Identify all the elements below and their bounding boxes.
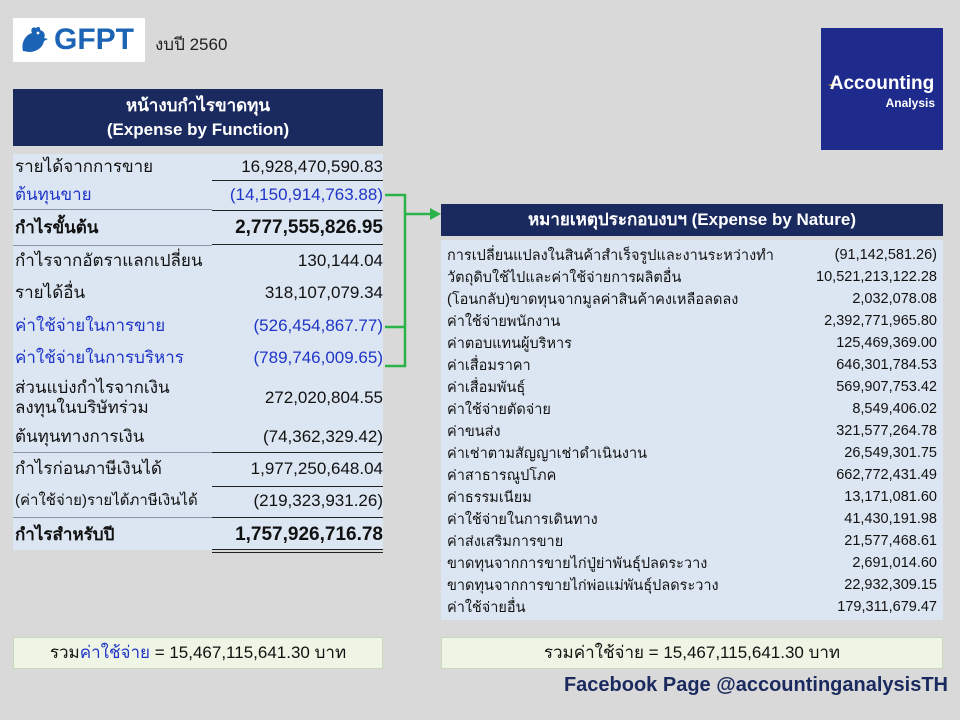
table-row [441, 464, 943, 486]
brand-line-1: Accounting [829, 73, 935, 94]
row-label: รายได้จากการขาย [15, 157, 154, 176]
left-title-thai: หน้างบกำไรขาดทุน [125, 96, 271, 115]
facebook-page-credit: Facebook Page @accountinganalysisTH [563, 674, 948, 696]
table-row [441, 420, 943, 442]
row-label: ต้นทุนขาย [15, 185, 92, 204]
table-row [441, 552, 943, 574]
table-row [441, 508, 943, 530]
row-label: ค่าเช่าตามสัญญาเช่าดำเนินงาน [447, 445, 648, 462]
row-label: กำไรสำหรับปี [15, 525, 115, 544]
row-value: (91,142,581.26) [834, 247, 937, 263]
row-value: 2,691,014.60 [852, 555, 937, 571]
total-highlight: ค่าใช้จ่าย [79, 643, 150, 662]
row-value: 125,469,369.00 [836, 335, 937, 351]
table-row [441, 442, 943, 464]
table-row [441, 288, 943, 310]
row-value: 318,107,079.34 [264, 283, 383, 302]
row-label: การเปลี่ยนแปลงในสินค้าสำเร็จรูปและงานระหว่างทำ [447, 247, 774, 264]
right-total-expense: รวมค่าใช้จ่าย = 15,467,115,641.30 บาท [441, 637, 943, 669]
row-value: 2,392,771,965.80 [824, 313, 937, 329]
table-row [441, 310, 943, 332]
row-label: ค่าใช้จ่ายในการบริหาร [15, 348, 184, 367]
table-row [441, 596, 943, 618]
row-label: ค่าขนส่ง [447, 423, 501, 440]
table-row [441, 574, 943, 596]
row-value: 21,577,468.61 [844, 533, 937, 549]
right-panel-title: หมายเหตุประกอบงบฯ (Expense by Nature) [441, 204, 943, 236]
row-label: วัตถุดิบใช้ไปและค่าใช้จ่ายการผลิตอื่น [447, 269, 682, 286]
row-value: 26,549,301.75 [844, 445, 937, 461]
row-value: 2,032,078.08 [852, 291, 937, 307]
row-label: ค่าธรรมเนียม [447, 489, 532, 506]
row-value: 662,772,431.49 [836, 467, 937, 483]
table-row [441, 244, 943, 266]
row-value: 179,311,679.47 [837, 599, 937, 615]
row-label: รายได้อื่น [15, 283, 86, 302]
row-label: ค่าใช้จ่ายในการขาย [15, 316, 166, 335]
table-row [441, 530, 943, 552]
row-value: 10,521,213,122.28 [816, 269, 937, 285]
left-total-expense [13, 637, 383, 669]
row-value: 2,777,555,826.95 [235, 217, 383, 238]
row-value: 321,577,264.78 [836, 423, 937, 439]
row-label: ขาดทุนจากการขายไก่พ่อแม่พันธุ์ปลดระวาง [447, 577, 719, 594]
table-row [441, 398, 943, 420]
row-value: 646,301,784.53 [836, 357, 937, 373]
row-value: 1,757,926,716.78 [235, 524, 383, 545]
row-label: ค่าเสื่อมราคา [447, 357, 531, 374]
left-title-english: (Expense by Function) [106, 120, 290, 139]
row-label: ค่าใช้จ่ายตัดจ่าย [447, 401, 551, 418]
table-row [441, 376, 943, 398]
row-label: กำไรก่อนภาษีเงินได้ [15, 459, 162, 478]
row-value: 41,430,191.98 [844, 511, 937, 527]
row-value: 8,549,406.02 [852, 401, 937, 417]
table-row [441, 486, 943, 508]
row-label: ขาดทุนจากการขายไก่ปู่ย่าพันธุ์ปลดระวาง [447, 555, 708, 572]
expense-by-nature-table [441, 240, 943, 620]
logo-text: GFPT [54, 23, 134, 56]
row-label: กำไรจากอัตราแลกเปลี่ยน [15, 251, 203, 270]
row-value: 13,171,081.60 [844, 489, 937, 505]
row-label: ค่าตอบแทนผู้บริหาร [447, 335, 572, 352]
row-value: 130,144.04 [297, 251, 383, 270]
table-row [441, 266, 943, 288]
row-label: ค่าใช้จ่ายอื่น [447, 599, 526, 616]
total-amount: = 15,467,115,641.30 บาท [149, 643, 347, 662]
row-label: ค่าใช้จ่ายในการเดินทาง [447, 511, 598, 528]
row-value: 272,020,804.55 [264, 388, 383, 407]
total-prefix: รวม [49, 643, 80, 662]
table-row [441, 332, 943, 354]
fiscal-year-label: งบปี 2560 [155, 35, 228, 54]
row-value: (74,362,329.42) [262, 427, 383, 446]
row-label: ค่าส่งเสริมการขาย [447, 533, 564, 550]
row-label: ค่าใช้จ่ายพนักงาน [447, 313, 561, 330]
row-value: (789,746,009.65) [253, 348, 383, 367]
table-row [441, 354, 943, 376]
brand-line-2: Analysis [885, 96, 935, 110]
row-value: 569,907,753.42 [836, 379, 937, 395]
row-label: กำไรขั้นต้น [15, 218, 99, 237]
row-label: ค่าสาธารณูปโภค [447, 467, 557, 484]
row-value: (219,323,931.26) [253, 491, 383, 510]
row-value: 22,932,309.15 [844, 577, 937, 593]
row-label: ต้นทุนทางการเงิน [15, 427, 145, 446]
row-label: ส่วนแบ่งกำไรจากเงินลงทุนในบริษัทร่วม [15, 378, 170, 417]
row-value: 1,977,250,648.04 [250, 459, 383, 478]
row-label: (ค่าใช้จ่าย)รายได้ภาษีเงินได้ [15, 492, 198, 509]
row-value: (14,150,914,763.88) [229, 185, 383, 204]
row-label: ค่าเสื่อมพันธุ์ [447, 379, 526, 396]
row-value: (526,454,867.77) [253, 316, 383, 335]
row-label: (โอนกลับ)ขาดทุนจากมูลค่าสินค้าคงเหลือลดลง [447, 291, 739, 308]
row-value: 16,928,470,590.83 [241, 157, 383, 176]
